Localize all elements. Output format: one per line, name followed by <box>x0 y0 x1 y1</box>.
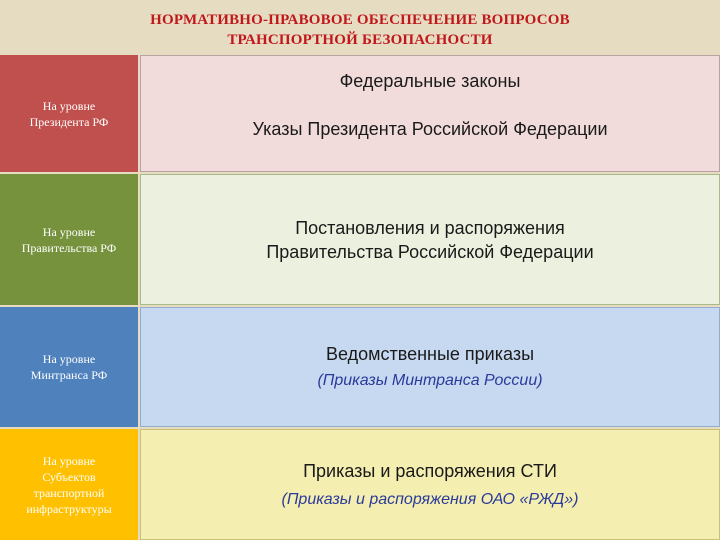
level-label-line: На уровне <box>42 98 96 113</box>
level-label-line: инфраструктуры <box>26 501 112 516</box>
rzd-orders-subtext: (Приказы и распоряжения ОАО «РЖД») <box>281 490 579 508</box>
level-label-line: На уровне <box>42 352 96 366</box>
level-label-ministry <box>0 307 138 427</box>
level-row-ministry <box>0 307 720 427</box>
level-label-line: Субъектов <box>42 469 96 484</box>
level-label-line: транспортной <box>33 485 105 500</box>
level-row-government <box>0 174 720 305</box>
level-label-president <box>0 55 138 172</box>
departmental-orders-text: Ведомственные приказы <box>325 344 535 364</box>
documents-box-subjects <box>140 429 720 540</box>
level-label-line: На уровне <box>42 453 96 468</box>
documents-box-president <box>140 55 720 172</box>
level-label-subjects <box>0 429 138 540</box>
ministry-orders-subtext: (Приказы Минтранса России) <box>317 372 543 389</box>
title-line-2: ТРАНСПОРТНОЙ БЕЗОПАСНОСТИ <box>227 32 493 48</box>
level-label-government <box>0 174 138 305</box>
government-resolutions-line-1: Постановления и распоряжения <box>295 217 565 238</box>
level-row-president <box>0 55 720 172</box>
level-label-line: На уровне <box>42 224 96 239</box>
level-label-line: Минтранса РФ <box>30 368 108 382</box>
presidential-decrees-text: Указы Президента Российской Федерации <box>252 119 608 139</box>
level-row-subjects <box>0 429 720 540</box>
sti-orders-text: Приказы и распоряжения СТИ <box>303 460 557 481</box>
government-resolutions-line-2: Правительства Российской Федерации <box>266 241 594 262</box>
title-line-1: НОРМАТИВНО-ПРАВОВОЕ ОБЕСПЕЧЕНИЕ ВОПРОСОВ <box>150 12 570 28</box>
documents-box-government <box>140 174 720 305</box>
level-label-line: Президента РФ <box>29 114 109 129</box>
page-title <box>0 10 720 50</box>
documents-box-ministry <box>140 307 720 427</box>
level-label-line: Правительства РФ <box>21 240 117 255</box>
federal-laws-text: Федеральные законы <box>339 71 521 91</box>
